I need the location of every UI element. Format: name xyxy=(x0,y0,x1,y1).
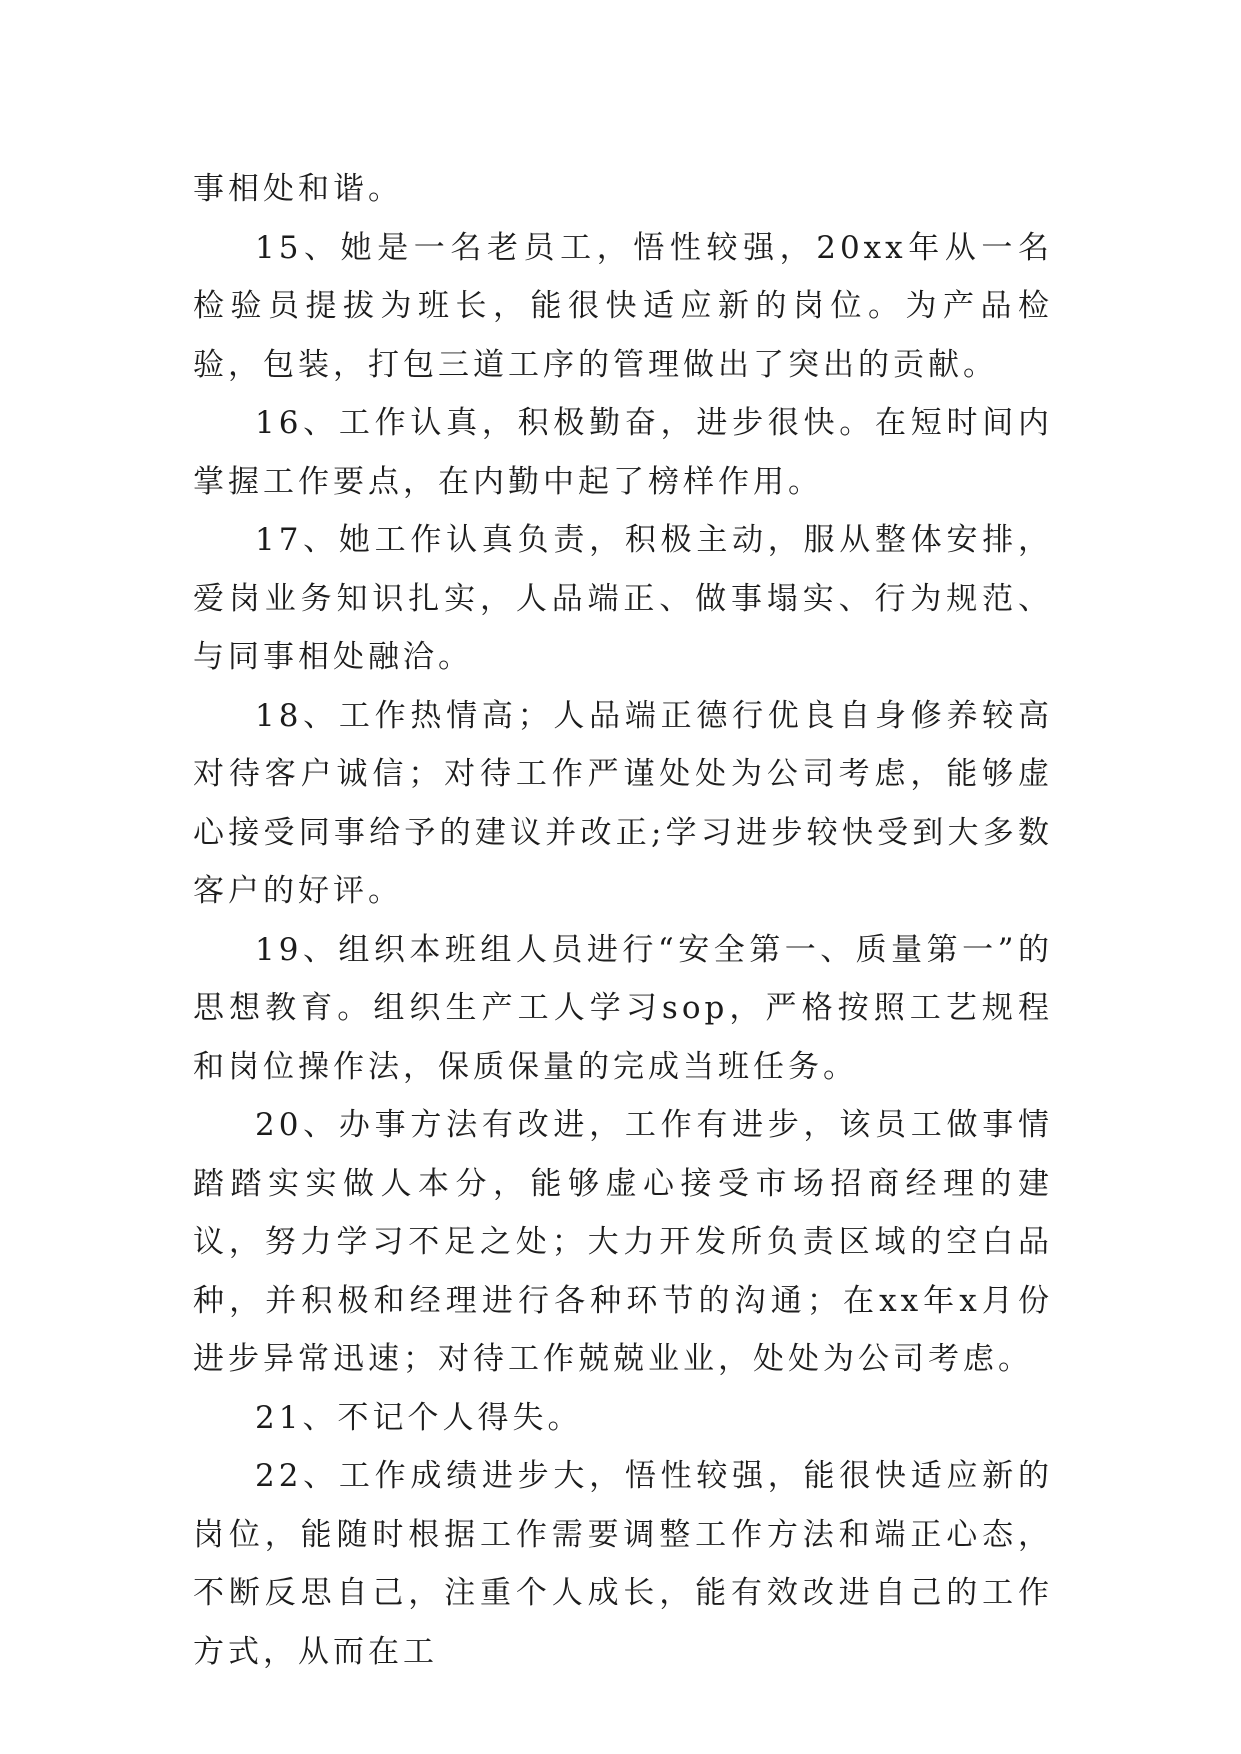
document-body xyxy=(193,160,1053,1681)
paragraph-continuation: 事相处和谐。 xyxy=(193,171,403,207)
paragraph-item-19: 19、组织本班组人员进行“安全第一、质量第一”的思想教育。组织生产工人学习sop，严格按照工艺规程和岗位操作法，保质保量的完成当班任务。 xyxy=(193,931,1053,1085)
paragraph-item-20: 20、办事方法有改进，工作有进步，该员工做事情踏踏实实做人本分，能够虚心接受市场招商经理的建议，努力学习不足之处；大力开发所负责区域的空白品种，并积极和经理进行各种环节的沟通；在xx年x月份进步异常迅速；对待工作兢兢业业，处处为公司考虑。 xyxy=(193,1107,1053,1377)
paragraph-item-18: 18、工作热情高；人品端正德行优良自身修养较高对待客户诚信；对待工作严谨处处为公司考虑，能够虚心接受同事给予的建议并改正;学习进步较快受到大多数客户的好评。 xyxy=(193,697,1053,909)
paragraph-item-16: 16、工作认真，积极勤奋，进步很快。在短时间内掌握工作要点，在内勤中起了榜样作用。 xyxy=(193,405,1053,500)
paragraph-item-15: 15、她是一名老员工，悟性较强，20xx年从一名检验员提拔为班长，能很快适应新的岗位。为产品检验，包装，打包三道工序的管理做出了突出的贡献。 xyxy=(193,229,1053,383)
paragraph-item-21: 21、不记个人得失。 xyxy=(255,1399,583,1436)
paragraph-item-22: 22、工作成绩进步大，悟性较强，能很快适应新的岗位，能随时根据工作需要调整工作方法和端正心态，不断反思自己，注重个人成长，能有效改进自己的工作方式，从而在工 xyxy=(193,1458,1053,1670)
paragraph-item-17: 17、她工作认真负责，积极主动，服从整体安排，爱岗业务知识扎实，人品端正、做事塌实、行为规范、与同事相处融洽。 xyxy=(193,522,1053,675)
